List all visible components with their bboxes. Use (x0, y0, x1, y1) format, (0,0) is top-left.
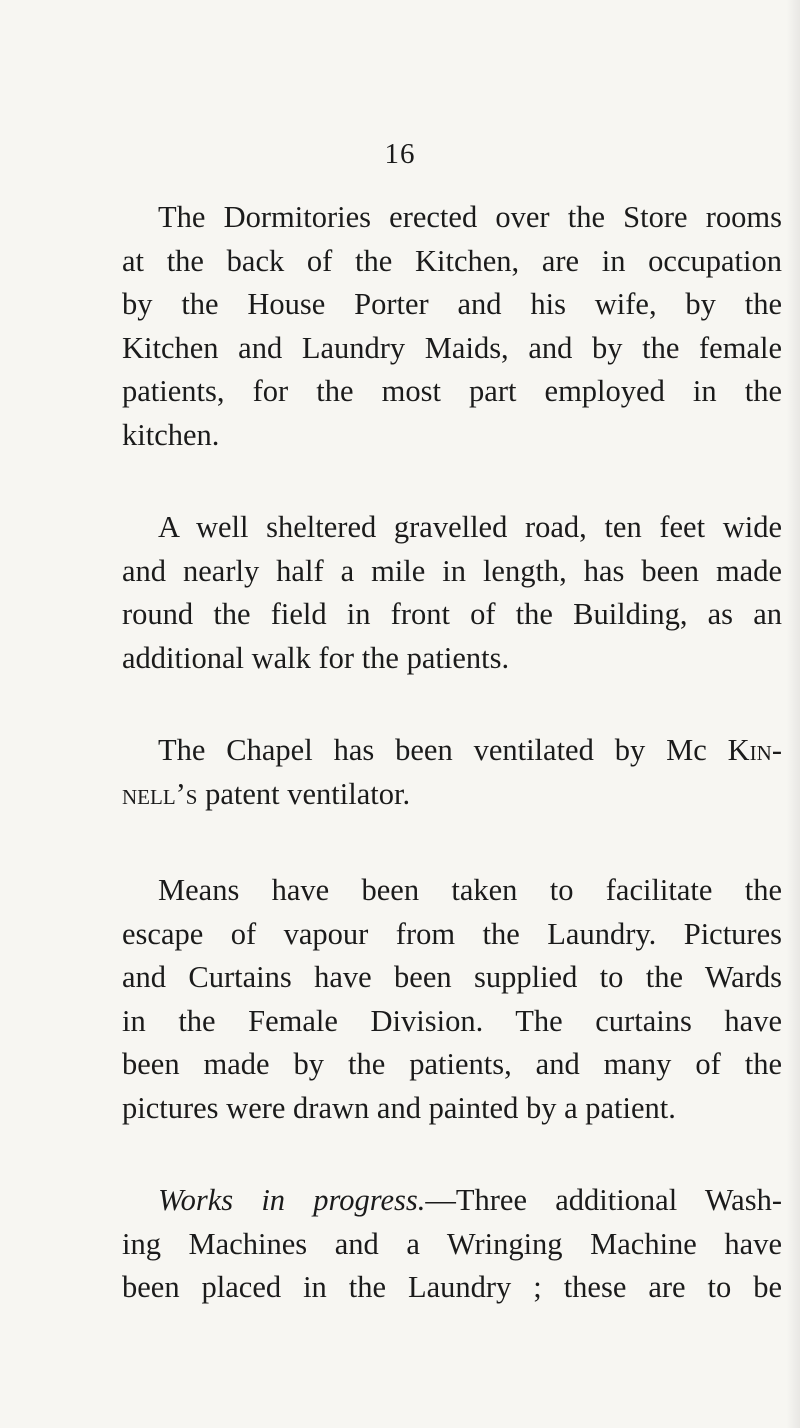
small-caps-name: nell’s (122, 776, 198, 811)
text-line: and Curtains have been supplied to the Wards (122, 960, 782, 994)
text-line: The Dormitories erected over the Store rooms (158, 200, 782, 234)
paragraph-gap (122, 1130, 782, 1179)
body-text (122, 196, 782, 1310)
text-line: been made by the patients, and many of the (122, 1047, 782, 1081)
text-line: and nearly half a mile in length, has been made (122, 553, 782, 588)
text-line: additional walk for the patients. (122, 640, 510, 675)
text-fragment: patent ventilator. (197, 776, 411, 811)
paragraph-works-in-progress (122, 1179, 782, 1310)
text-line (122, 729, 782, 773)
page-number: 16 (384, 138, 416, 170)
text-line (122, 773, 782, 817)
text-line: by the House Porter and his wife, by the (122, 287, 782, 321)
paragraph-laundry (122, 869, 782, 1130)
italic-heading: Works in progress. (158, 1183, 426, 1217)
text-line (122, 1179, 782, 1223)
page-edge-shadow (786, 0, 800, 1428)
text-line: Kitchen and Laundry Maids, and by the female (122, 330, 782, 365)
text-line: patients, for the most part employed in the (122, 374, 782, 408)
paragraph-gap (122, 816, 782, 869)
text-line: A well sheltered gravelled road, ten feet wide (158, 510, 782, 544)
text-line: ing Machines and a Wringing Machine have (122, 1226, 782, 1261)
paragraph-road (122, 506, 782, 680)
paragraph-chapel (122, 729, 782, 816)
paragraph-dormitories (122, 196, 782, 457)
text-line: Means have been taken to facilitate the (158, 873, 782, 907)
text-line: round the field in front of the Building, as an (122, 597, 782, 631)
text-line: in the Female Division. The curtains have (122, 1003, 782, 1038)
paragraph-gap (122, 680, 782, 729)
paragraph-gap (122, 457, 782, 506)
text-line: at the back of the Kitchen, are in occupation (122, 243, 782, 278)
text-line: kitchen. (122, 417, 220, 452)
text-fragment: The Chapel has been ventilated by Mc (158, 733, 728, 767)
text-line: pictures were drawn and painted by a patient. (122, 1090, 676, 1125)
text-line: been placed in the Laundry ; these are to be (122, 1270, 782, 1304)
text-fragment: —Three additional Wash- (425, 1183, 782, 1217)
small-caps-name: Kin- (727, 733, 782, 767)
text-line: escape of vapour from the Laundry. Pictures (122, 916, 782, 951)
